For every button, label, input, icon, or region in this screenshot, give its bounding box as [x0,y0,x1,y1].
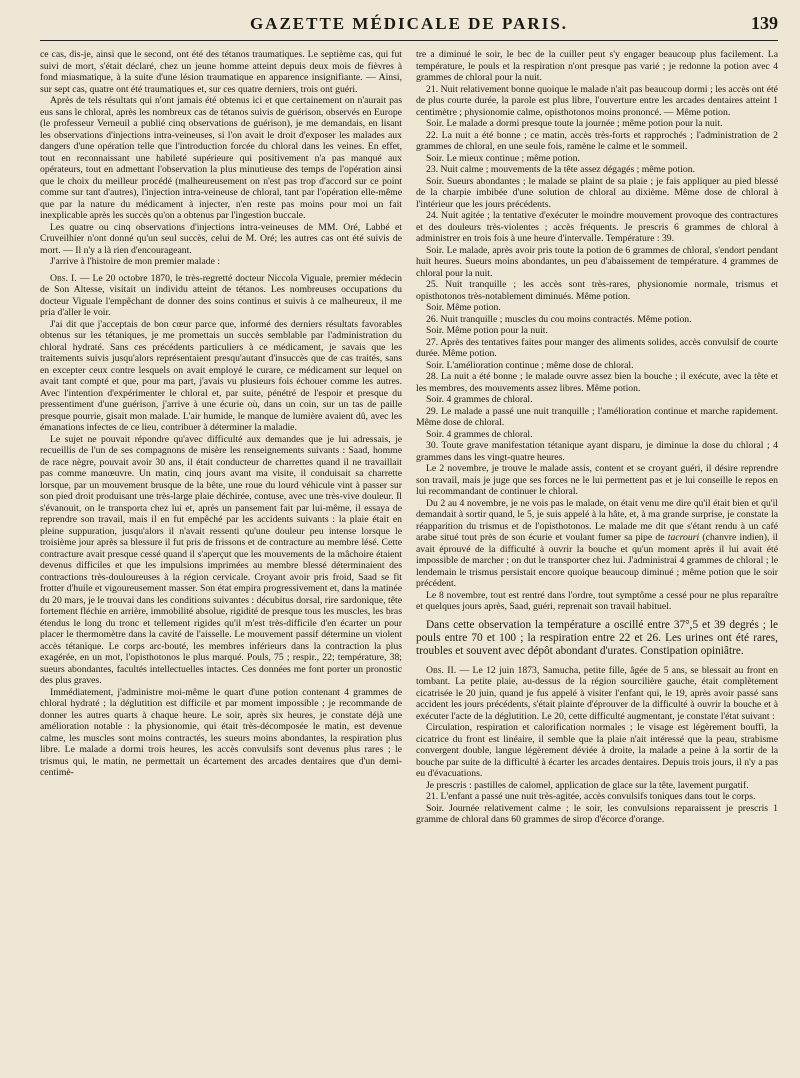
observation-label: Obs. I. [50,272,77,284]
paragraph [40,256,402,268]
paragraph-text: Le 8 novembre, tout est rentré dans l'ordre, tout symptôme a cessé pour ne plus reparaître et quelques jours après, Saad, guéri, reprenait son travail habituel. [416,589,778,612]
paragraph [416,406,778,429]
paragraph [416,176,778,211]
paragraph-text: Soir. Journée relativement calme ; le soir, les convulsions reparaissent je prescris 1 gramme de chloral dans 60 grammes de sirop d'écorce d'orange. [416,802,778,826]
observation-label: Obs. II. [426,664,457,676]
paragraph [416,394,778,406]
paragraph-text: Soir. Le mieux continue ; même potion. [426,152,580,164]
journal-title: GAZETTE MÉDICALE DE PARIS. [249,14,569,33]
paragraph-text: 25. Nuit tranquille ; les accès sont très-rares, physionomie normale, trismus et opisthotonos très-notablement diminués. Même potion. [416,279,778,302]
paragraph-text: Je prescris : pastilles de calomel, application de glace sur la tête, lavement purgatif. [426,779,749,791]
paragraph-text: Soir. Le malade a dormi presque toute la journée ; même potion pour la nuit. [426,118,723,129]
paragraph [40,434,402,687]
paragraph-text: J'arrive à l'histoire de mon premier malade : [50,256,220,267]
paragraph-text: J'ai dit que j'acceptais de bon cœur parce que, informé des derniers résultats favorables obtenus sur les tétaniques, je me promettais un succès semblable par l'administration du chloral hydraté. Sans ces précédents particuliers à ce médicament, je savais que les traitements suivis jusqu'alors représentaient presqu'autant d'insuccès que de cas traités, sans en excepter ceux contre lesquels on avait employé le curare, ce médicament sur lequel on avait tant compté et que, pour ma part, j'avais vu plusieurs fois échouer comme les autres. Avec l'intention d'expérimenter le chloral et, par suite, pénétré de l'espoir et presque du pressentiment d'une guérison, j'arrive à une écurie où, dans un coin, sur un tas de paille presque pourrie, gisait mon malade. L'air humide, le manque de lumière avaient dû, avec les émanations infectes de ce lieu, contribuer à déterminer la maladie. [40,318,402,433]
paragraph [416,780,778,792]
paragraph-text: Soir. 4 grammes de chloral. [426,394,533,405]
paragraph [416,337,778,360]
right-column [416,49,778,826]
paragraph [416,360,778,372]
paragraph [40,687,402,779]
paragraph [416,302,778,314]
paragraph-text: Soir. Même potion pour la nuit. [426,325,548,336]
paragraph-text: tre a diminué le soir, le bec de la cuiller peut s'y engager beaucoup plus facilement. La température, le pouls et la respiration n'ont presque pas varié ; je redonne la potion avec 4 grammes de chloral pour la nuit. [416,49,778,83]
paragraph [416,118,778,130]
paragraph-text: 23. Nuit calme ; mouvements de la tête assez dégagés ; même potion. [426,164,696,175]
paragraph-text: 24. Nuit agitée ; la tentative d'exécuter le moindre mouvement provoque des contractures et des douleurs très-violentes ; accès fréquents. Je prescris 6 grammes de chloral à administrer en trois fois à une heure d'intervalle. Température : 39. [416,210,778,244]
paragraph-text: 22. La nuit a été bonne ; ce matin, accès très-forts et rapprochés ; l'administration de 2 grammes de chloral, en une seule fois, ramène le calme et le sommeil. [416,129,778,152]
paragraph [416,210,778,245]
paragraph-text: 30. Toute grave manifestation tétanique ayant disparu, je diminue la dose du chloral ; 4 grammes dans les vingt-quatre heures. [416,440,778,463]
paragraph-text: 27. Après des tentatives faites pour manger des aliments solides, accès convulsif de courte durée. Même potion. [416,336,778,359]
paragraph [416,325,778,337]
paragraph-text: Les quatre ou cinq observations d'injections intra-veineuses de MM. Oré, Labbé et Cruveilhier n'ont donné qu'un seul succès, celui de M. Oré; les autres cas ont été suivis de mort. — Il n'y a là rien d'encourageant. [40,221,402,256]
paragraph-text: ce cas, dis-je, ainsi que le second, ont été des tétanos traumatiques. Le septième cas, qui fut suivi de mort, s'était déclaré, chez un jeune homme atteint depuis deux mois de fièvres à fond miasmatique, à la suite d'une lésion traumatique en apparence insignifiante. — Ainsi, sur sept cas, quatre ont été traumatiques et, sur ces quatre derniers, trois ont guéri. [40,49,402,95]
paragraph-text: Circulation, respiration et calorification normales ; le visage est légèrement bouffi, la cicatrice du front est linéaire, il semble que la plaie n'ait intéressé que la peau, strabisme convergent double, langue légèrement déviée à droite, la malade a peine à la sortir de la bouche par suite de la difficulté à écarter les arcades dentaires. Depuis trois jours, il n'y a pas eu d'évacuations. [416,722,778,780]
paragraph-text: Le 2 novembre, je trouve le malade assis, content et se croyant guéri, il désire reprendre son travail, mais je juge que ses forces ne le lui permettent pas et je lui conseille le repos en lui recommandant de continuer le chloral. [416,463,778,497]
paragraph-text: 29. Le malade a passé une nuit tranquille ; l'amélioration continue et marche rapidement. Même dose de chloral. [416,405,778,428]
paragraph-text: — Le 12 juin 1873, Samucha, petite fille, âgée de 5 ans, se blessait au front en tombant. La petite plaie, au-dessus de la région sourcilière gauche, était complètement cicatrisée le 20 juin, quand je fus appelé à visiter l'enfant qui, le 19, après avoir passé sans accident les jours précédents, s'était plainte d'éprouver de la difficulté à ouvrir la bouche et à exécuter l'acte de la déglutition. Le 20, cette difficulté augmentant, je constate l'état suivant : [416,664,778,722]
paragraph [416,498,778,590]
paragraph [416,791,778,803]
paragraph [416,722,778,780]
paragraph-text: Soir. Sueurs abondantes ; le malade se plaint de sa plaie ; je fais appliquer au pied blessé de la charpie imbibée d'une solution de chloral au dixième. Même dose de chloral à l'intérieur que les jours précédents. [416,175,778,210]
left-column [40,49,402,826]
paragraph [416,279,778,302]
italic-term: tacrouri [667,532,700,543]
page-number: 139 [751,13,778,33]
paragraph-text: 26. Nuit tranquille ; muscles du cou moins contractés. Même potion. [426,313,692,325]
paragraph [416,590,778,613]
paragraph [416,440,778,463]
paragraph-text: Le sujet ne pouvait répondre qu'avec difficulté aux demandes que je lui adressais, je recueillis de l'un de ses compagnons de misère les renseignements suivants : Saad, homme de race nègre, pouvait avoir 30 ans, il était conducteur de charrettes quand il ne travaillait pas comme manœuvre. Un matin, cinq jours avant ma visite, il conduisait sa charrette lorsque, par un mouvement brusque de la bête, une roue du lourd véhicule vint à passer sur son pied droit produisant une très-large plaie déchirée, contuse, avec une très-vive douleur. Il s'évanouit, on le transporta chez lui et, après un pansement fait par lui-même, il essaya de reprendre son travail, mais il en fut empêché par les accidents suivants : la plaie était en pleine suppuration, jusqu'alors il n'avait ressenti qu'une douleur peu intense lorsque le troisième jour après sa blessure il fut pris de frissons et de contracture au membre lésé. Cette contracture avait presque cessé quand il s'aperçut que les mouvements de la mâchoire étaient devenus difficiles et que les impulsions imprimées au membre blessé déterminaient des contractions très-douloureuses à la région cervicale. Croyant avoir pris froid, Saad se fit frotter d'huile et vigoureusement masser. Son état empira progressivement et, dans la matinée du 20 mars, je le trouvai dans les conditions suivantes : décubitus dorsal, rire sardonique, tête fortement fléchie en arrière, immobilité absolue, rigidité de presque tous les muscles, les bras étendus le long du tronc et tellement rigides qu'il m'est très-difficile d'en écarter un pour placer le thermomètre dans la cavité de l'aisselle. Le mouvement passif détermine un violent accès tétanique. Le corps arc-bouté, les membres inférieurs dans la contraction la plus exagérée, en un mot, l'opisthotonos le plus marqué. Pouls, 75 ; respir., 22; température, 38; sueurs abondantes, facultés intellectuelles intactes. Ces données me font porter un pronostic des plus graves. [40,433,402,686]
paragraph-text: Soir. Même potion. [426,302,501,313]
paragraph [416,130,778,153]
paragraph [416,371,778,394]
page-header [40,10,778,41]
paragraph-text: Soir. 4 grammes de chloral. [426,428,533,440]
paragraph [416,463,778,498]
paragraph [416,164,778,176]
paragraph [416,84,778,119]
paragraph-text: Du 2 au 4 novembre, je ne vois pas le malade, on était venu me dire qu'il était bien et qu'il demandait à sortir quand, le 5, je suis appelé à la hâte, et, à ma grande surprise, je constate la réapparition du trismus et de l'opisthotonos. Le malade me dit que s'étant rendu à un café arabe situé tout près de son écurie et voulant fumer sa pipe de [416,497,778,543]
paragraph-text: 21. Nuit relativement bonne quoique le malade n'ait pas beaucoup dormi ; les accès ont été de plus courte durée, la parole est plus libre, l'ouverture entre les arcades dentaires atteint 1 centimètre ; physionomie calme, opisthotonos moins prononcé. — Même potion. [416,83,778,118]
paragraph [416,153,778,165]
paragraph [40,222,402,257]
paragraph-text: 28. La nuit a été bonne ; le malade ouvre assez bien la bouche ; il exécute, avec la tête et les membres, des mouvements assez libres. Même potion. [416,371,778,394]
paragraph-text: Immédiatement, j'administre moi-même le quart d'une potion contenant 4 grammes de chloral hydraté ; la déglutition est difficile et par moment impossible ; je recommande de donner les autres quarts à chaque heure. Le soir, après six heures, je constate déjà une amélioration notable : la physionomie, qui était très-décomposée le matin, est devenue calme, les muscles sont moins contractés, les sueurs moins abondantes, la respiration plus libre. Le malade a dormi trois heures, les accès convulsifs sont devenus plus rares ; le trismus qui, le matin, ne permettait un écartement des arcades dentaires que d'un demi-centimè- [40,686,402,778]
paragraph [40,49,402,95]
paragraph [40,95,402,222]
paragraph [416,245,778,280]
paragraph-text: Dans cette observation la température a oscillé entre 37°,5 et 39 degrés ; le pouls entre 70 et 100 ; la respiration entre 22 et 26. Les urines ont été rares, troubles et souvent avec dépôt abondant d'urates. Constipation opiniâtre. [416,618,778,658]
paragraph-text: Soir. Le malade, après avoir pris toute la potion de 6 grammes de chloral, s'endort pendant huit heures. Sueurs moins abondantes, un peu d'abaissement de température. 4 grammes de chloral pour la nuit. [416,244,778,279]
paragraph-text: — Le 20 octobre 1870, le très-regretté docteur Niccola Viguale, premier médecin de Son Altesse, visitait un individu atteint de tétanos. Les nombreuses occupations du docteur Viguale l'empêchant de donner des soins continus et suivis à ce malheureux, il me pria d'aller le voir. [40,272,402,318]
paragraph-text: 21. L'enfant a passé une nuit très-agitée, accès convulsifs toniques dans tout le corps. [426,791,756,803]
paragraph [416,314,778,326]
text-columns [40,49,778,826]
paragraph [416,49,778,84]
paragraph [416,619,778,659]
paragraph [416,803,778,826]
paragraph [40,273,402,319]
paragraph [416,665,778,723]
paragraph-text: Après de tels résultats qui n'ont jamais été obtenus ici et que certainement on n'aurait pas eus sans le chloral, après les nombreux cas de tétanos suivis de guérison, observés en Europe (le professeur Verneuil a publié cinq observations de guérison), je me demandais, en lisant les observations d'injections intra-veineuses, si l'on avait le droit d'exposer les malades aux dangers d'une opération telle que l'introduction forcée du chloral dans les veines. En effet, tout en reconnaissant une habileté supérieure qui positivement n'a pas manqué aux opérateurs, tout en admettant l'observation la plus minutieuse des temps de l'opération ainsi que le choix du meilleur procédé (malheureusement on n'est pas trop d'accord sur ce point comme sur tant d'autres), l'injection intra-veineuse de chloral, tant par l'opération elle-même que par la nature du médicament à injecter, n'en reste pas moins pour moi un fait inexplicable après les succès qu'on a obtenus par l'ingestion buccale. [40,95,402,221]
paragraph [416,429,778,441]
paragraph-text: Soir. L'amélioration continue ; même dose de chloral. [426,359,634,371]
paragraph-text-continued: (chanvre indien), il avait éprouvé de la difficulté à ouvrir la bouche et qu'un moment après il lui avait été impossible de marcher ; on dut le transporter chez lui. J'administrai 4 grammes de chloral ; le lendemain le trismus persistait encore quoique beaucoup diminué ; même potion que le soir précédent. [416,532,778,589]
paragraph [40,319,402,434]
